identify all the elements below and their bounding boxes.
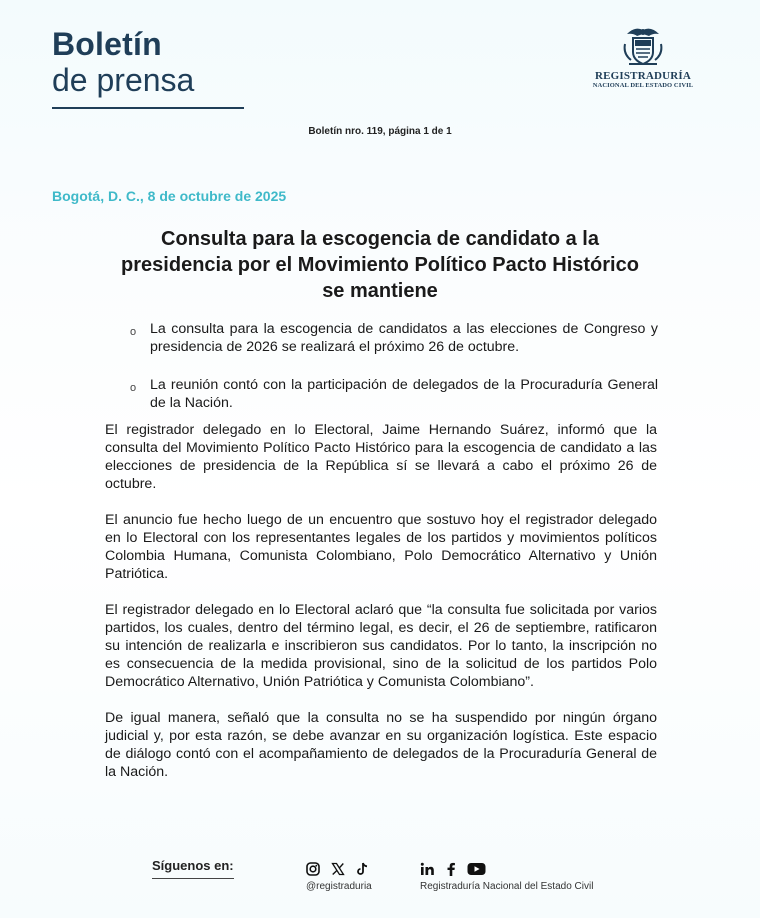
body-paragraph: De igual manera, señaló que la consulta no se ha suspendido por ningún órgano judicial y, por esta razón, se debe avanzar en su organización logística. Este espacio de diálogo contó con el acompañamiento de delegados de la Procuraduría General de la Nación. xyxy=(105,710,657,780)
summary-bullet-text: La consulta para la escogencia de candidatos a las elecciones de Congreso y presidencia de 2026 se realizará el próximo 26 de octubre. xyxy=(150,321,658,355)
header-title-prensa: de prensa xyxy=(52,62,195,98)
hollow-bullet-icon: o xyxy=(130,382,137,394)
bulletin-number-text: Boletín nro. 119, página 1 de 1 xyxy=(308,126,452,137)
youtube-icon[interactable] xyxy=(467,862,486,876)
follow-us-label: Síguenos en: xyxy=(152,858,234,873)
logo-subtitle: NACIONAL DEL ESTADO CIVIL xyxy=(592,82,694,89)
registraduria-logo xyxy=(588,24,698,89)
body-paragraph: El registrador delegado en lo Electoral, Jaime Hernando Suárez, informó que la consulta del Movimiento Político Pacto Histórico para la escogencia de candidato a las elecciones de presidencia de la República sí se llevará a cabo el próximo 26 de octubre. xyxy=(105,422,657,492)
logo-name: REGISTRADURÍA xyxy=(594,70,692,82)
x-icon[interactable] xyxy=(331,862,345,876)
tiktok-icon[interactable] xyxy=(356,862,369,876)
summary-bullet xyxy=(130,376,658,412)
body-paragraph: El registrador delegado en lo Electoral aclaró que “la consulta fue solicitada por varios partidos, los cuales, dentro del término legal, es decir, el 26 de septiembre, ratificaron su intención de realizarla e inscribieron sus candidatos. Por lo tanto, la inscripción no es consecuencia de la medida provisional, sino de la solicitud de los partidos Polo Democrático Alternativo, Unión Patriótica y Comunista Colombiano”. xyxy=(105,602,657,690)
body-paragraph: El anuncio fue hecho luego de un encuentro que sostuvo hoy el registrador delegado en lo Electoral con los representantes legales de los partidos y movimientos políticos Colombia Humana, Comunista Colombiano, Polo Democrático Alternativo y Unión Patriótica. xyxy=(105,512,657,582)
institution-name-footer[interactable]: Registraduría Nacional del Estado Civil xyxy=(420,881,594,892)
header-title-boletin: Boletín xyxy=(52,26,162,62)
social-handle[interactable]: @registraduria xyxy=(306,881,372,892)
summary-bullets xyxy=(130,320,658,432)
headline: Consulta para la escogencia de candidato a la presidencia por el Movimiento Político Pacto Histórico se mantiene xyxy=(121,228,639,302)
dateline: Bogotá, D. C., 8 de octubre de 2025 xyxy=(52,188,287,204)
follow-us-underline xyxy=(152,878,234,879)
facebook-icon[interactable] xyxy=(446,862,456,876)
instagram-icon[interactable] xyxy=(306,862,320,876)
hollow-bullet-icon: o xyxy=(130,326,137,338)
summary-bullet xyxy=(130,320,658,356)
linkedin-icon[interactable] xyxy=(420,862,435,876)
bulletin-number xyxy=(0,126,760,137)
header-underline xyxy=(52,107,244,109)
social-icons-group-2 xyxy=(420,862,486,876)
social-icons-group-1 xyxy=(306,862,369,876)
summary-bullet-text: La reunión contó con la participación de delegados de la Procuraduría General de la Nación. xyxy=(150,377,658,411)
coat-of-arms-icon xyxy=(619,24,667,68)
article-body xyxy=(105,421,657,799)
